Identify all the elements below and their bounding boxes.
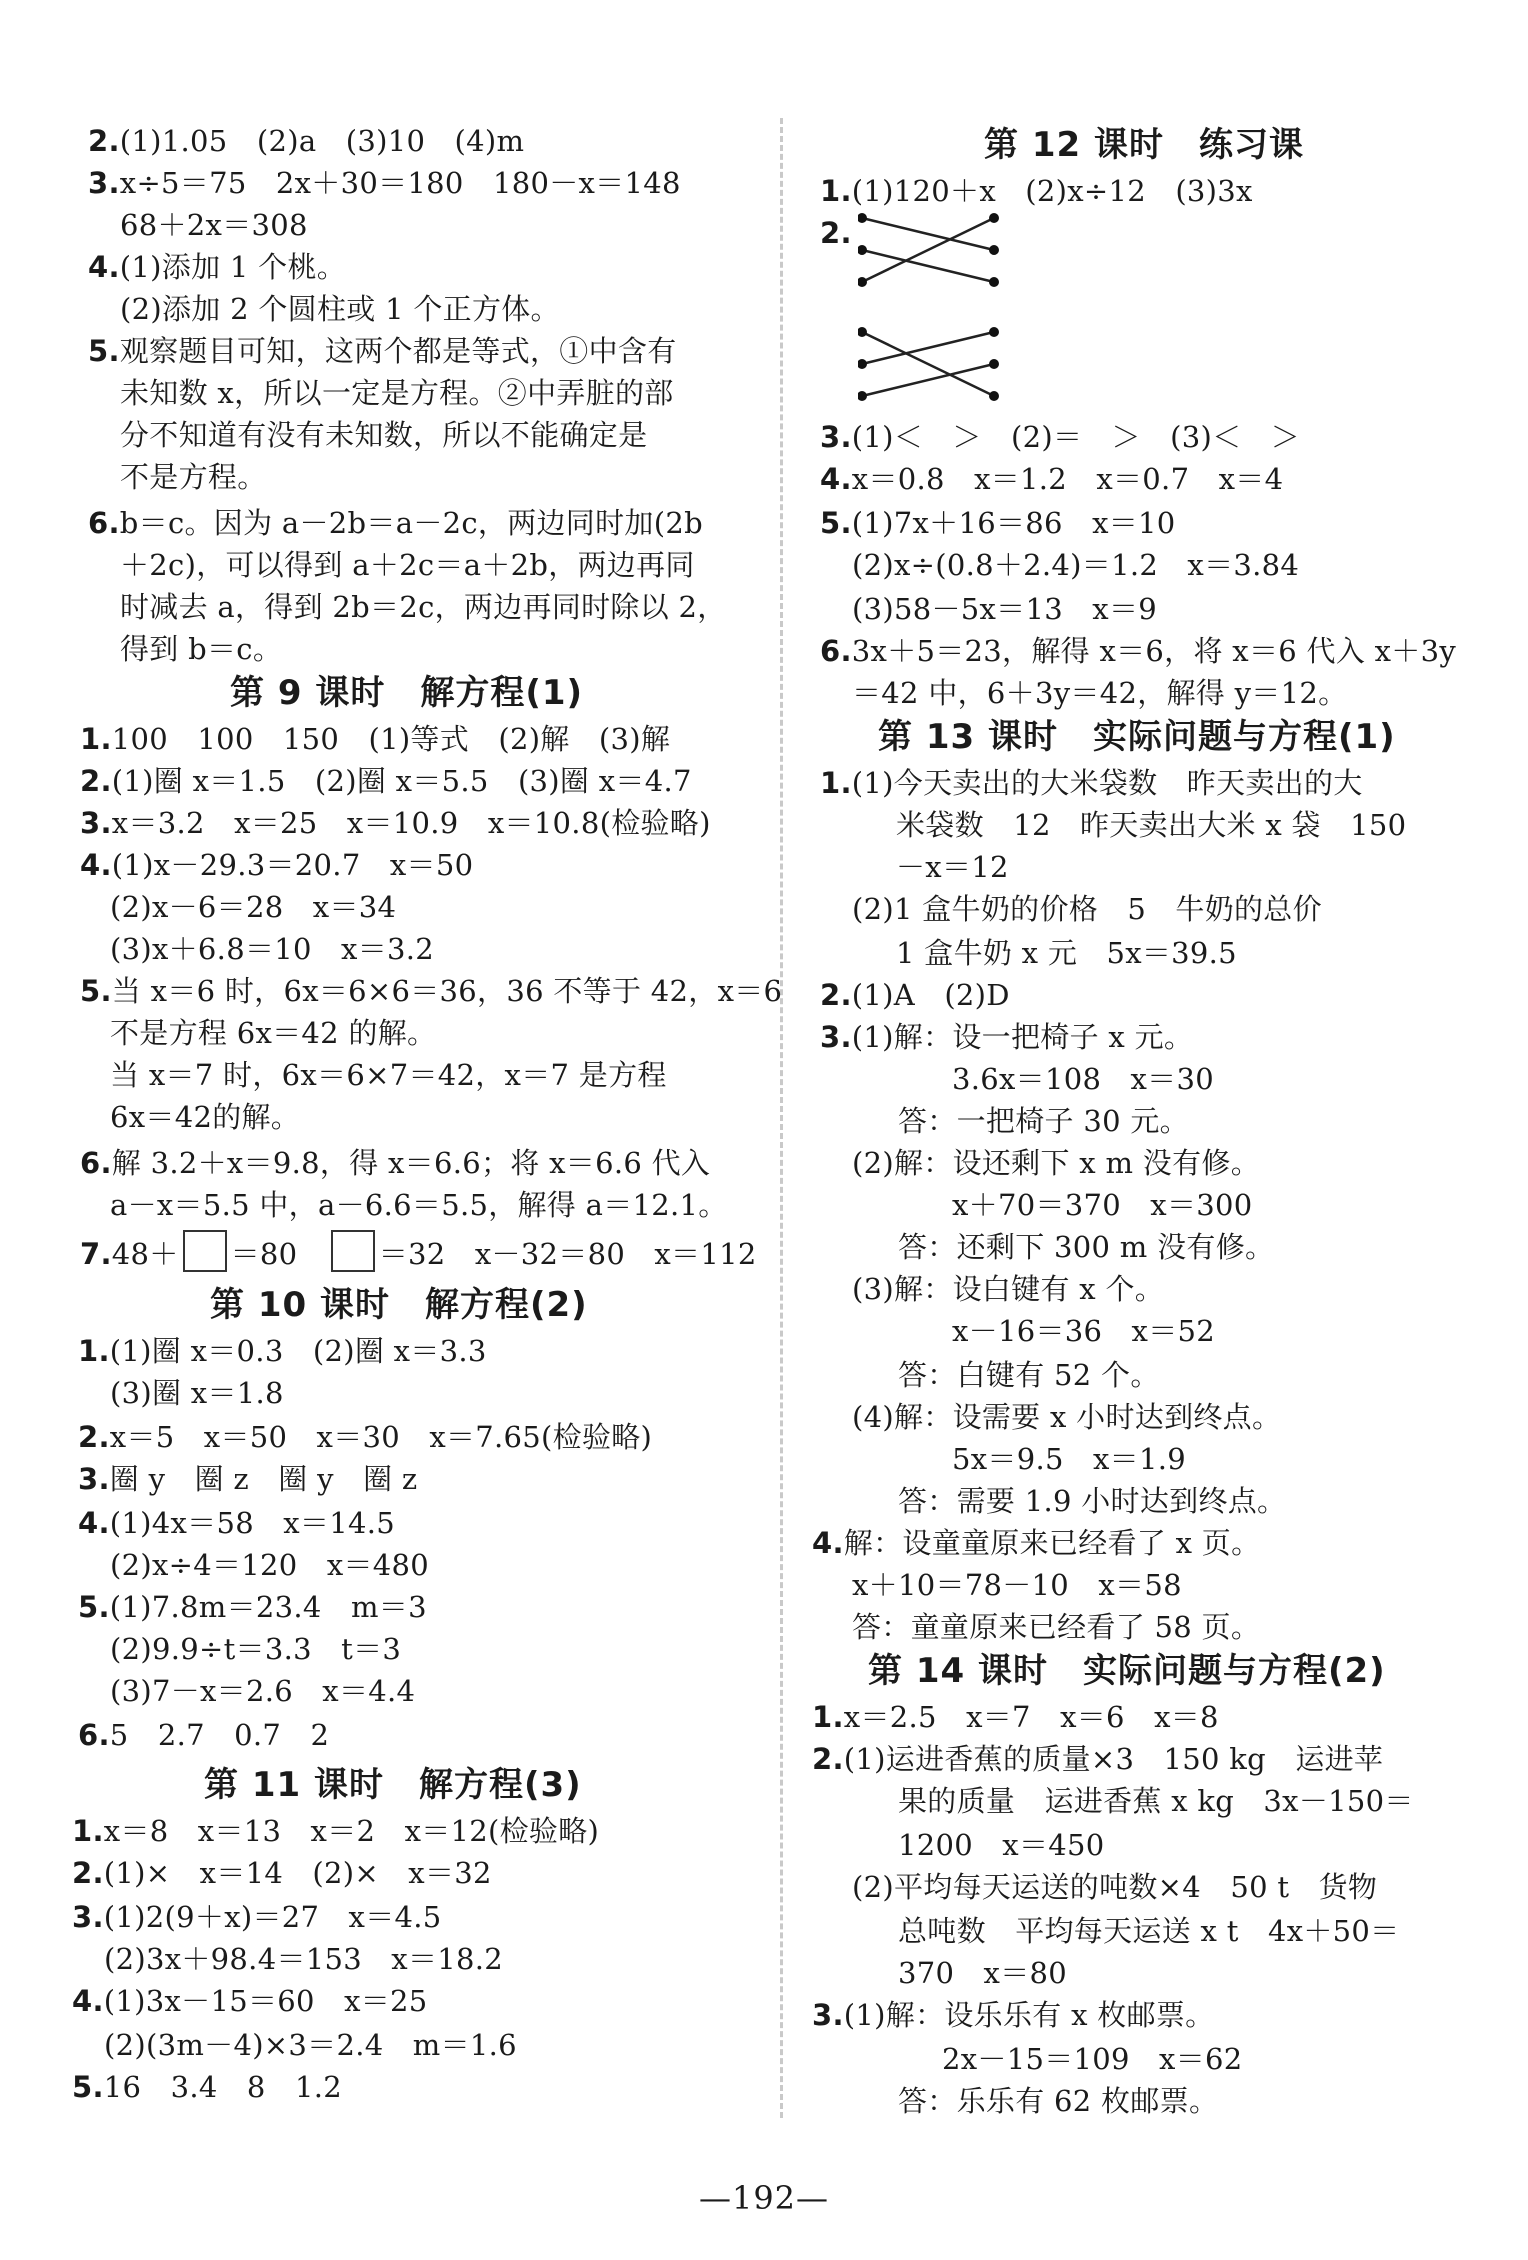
matching-dot bbox=[989, 277, 999, 287]
matching-dot bbox=[989, 245, 999, 255]
matching-dot bbox=[989, 391, 999, 401]
answer-line: 2.(1)× x＝14 (2)× x＝32 bbox=[72, 1856, 492, 1890]
answer-line: 答：还剩下 300 m 没有修。 bbox=[898, 1230, 1275, 1264]
answer-line: 当 x＝7 时，6x＝6×7＝42，x＝7 是方程 bbox=[110, 1058, 667, 1092]
matching-line bbox=[862, 218, 994, 282]
section-heading-lesson-10: 第 10 课时 解方程(2) bbox=[210, 1285, 588, 1325]
matching-dot bbox=[989, 327, 999, 337]
answer-line: (3)x＋6.8＝10 x＝3.2 bbox=[110, 932, 435, 966]
answer-line: 3.圈 y 圈 z 圈 y 圈 z bbox=[78, 1462, 418, 1496]
answer-line: (2)1 盒牛奶的价格 5 牛奶的总价 bbox=[852, 892, 1322, 926]
answer-line: 2.x＝5 x＝50 x＝30 x＝7.65(检验略) bbox=[78, 1420, 653, 1454]
answer-line: (2)解：设还剩下 x m 没有修。 bbox=[852, 1146, 1260, 1180]
answer-line: 3.(1)2(9＋x)＝27 x＝4.5 bbox=[72, 1900, 442, 1934]
answer-line: 1 盒牛奶 x 元 5x＝39.5 bbox=[896, 936, 1237, 970]
section-heading-lesson-9: 第 9 课时 解方程(1) bbox=[230, 673, 584, 713]
answer-line: 2.(1)A (2)D bbox=[820, 978, 1010, 1012]
answer-line: 1.100 100 150 (1)等式 (2)解 (3)解 bbox=[80, 722, 671, 756]
answer-line: ＝42 中，6＋3y＝42，解得 y＝12。 bbox=[852, 676, 1348, 710]
answer-line: 不是方程 6x＝42 的解。 bbox=[110, 1016, 437, 1050]
matching-line bbox=[862, 364, 994, 396]
answer-line: 答：童童原来已经看了 58 页。 bbox=[852, 1610, 1261, 1644]
answer-line: (2)9.9÷t＝3.3 t＝3 bbox=[110, 1632, 402, 1666]
answer-line: 得到 b＝c。 bbox=[120, 632, 283, 666]
answer-line: 答：乐乐有 62 枚邮票。 bbox=[898, 2084, 1219, 2118]
answer-line: (2)x÷(0.8＋2.4)＝1.2 x＝3.84 bbox=[852, 548, 1300, 582]
answer-line: 370 x＝80 bbox=[898, 1956, 1068, 1990]
answer-line: 2.(1)运进香蕉的质量×3 150 kg 运进苹 bbox=[812, 1742, 1384, 1776]
section-heading-lesson-13: 第 13 课时 实际问题与方程(1) bbox=[878, 717, 1396, 757]
matching-dot bbox=[858, 277, 867, 287]
answer-line: 4.(1)x－29.3＝20.7 x＝50 bbox=[80, 848, 474, 882]
answer-line: 答：白键有 52 个。 bbox=[898, 1358, 1160, 1392]
answer-line: (2)x－6＝28 x＝34 bbox=[110, 890, 397, 924]
answer-line: 6.解 3.2＋x＝9.8，得 x＝6.6；将 x＝6.6 代入 bbox=[80, 1146, 711, 1180]
answer-line: 3.6x＝108 x＝30 bbox=[952, 1062, 1214, 1096]
answer-line: 6.3x＋5＝23，解得 x＝6，将 x＝6 代入 x＋3y bbox=[820, 634, 1457, 668]
blank-box bbox=[183, 1230, 227, 1272]
answer-line: 米袋数 12 昨天卖出大米 x 袋 150 bbox=[896, 808, 1407, 842]
answer-line: 1.x＝8 x＝13 x＝2 x＝12(检验略) bbox=[72, 1814, 600, 1848]
page-number: —192— bbox=[698, 2179, 830, 2217]
answer-line: 6.5 2.7 0.7 2 bbox=[78, 1718, 330, 1752]
matching-dot bbox=[858, 213, 867, 223]
matching-group-bottom bbox=[858, 327, 999, 401]
answer-line: 3.x＝3.2 x＝25 x＝10.9 x＝10.8(检验略) bbox=[80, 806, 711, 840]
answer-line: 5x＝9.5 x＝1.9 bbox=[952, 1442, 1186, 1476]
matching-line bbox=[862, 250, 994, 282]
answer-line: 2. bbox=[820, 216, 852, 250]
answer-line: 不是方程。 bbox=[120, 460, 267, 494]
answer-line: －x＝12 bbox=[896, 850, 1009, 884]
answer-line: 7.48＋ ＝80 ＝32 x－32＝80 x＝112 bbox=[80, 1230, 757, 1272]
matching-line bbox=[862, 218, 994, 250]
answer-line: 1.(1)120＋x (2)x÷12 (3)3x bbox=[820, 174, 1253, 208]
answer-line: 4.解：设童童原来已经看了 x 页。 bbox=[812, 1526, 1261, 1560]
section-heading-lesson-14: 第 14 课时 实际问题与方程(2) bbox=[868, 1651, 1386, 1691]
answer-line: 5.(1)7.8m＝23.4 m＝3 bbox=[78, 1590, 427, 1624]
answer-line: (2)x÷4＝120 x＝480 bbox=[110, 1548, 430, 1582]
answer-line: 6.b＝c。因为 a－2b＝a－2c，两边同时加(2b bbox=[88, 506, 703, 540]
answer-line: 3.(1)＜ ＞ (2)＝ ＞ (3)＜ ＞ bbox=[820, 420, 1301, 454]
matching-dot bbox=[858, 359, 867, 369]
answer-line: 5.观察题目可知，这两个都是等式，①中含有 bbox=[88, 334, 677, 368]
matching-line bbox=[862, 332, 994, 364]
answer-line: 6x＝42的解。 bbox=[110, 1100, 301, 1134]
answer-line: 5.当 x＝6 时，6x＝6×6＝36，36 不等于 42，x＝6 bbox=[80, 974, 783, 1008]
matching-dot bbox=[989, 213, 999, 223]
answer-line: 1.x＝2.5 x＝7 x＝6 x＝8 bbox=[812, 1700, 1219, 1734]
answer-line: 总吨数 平均每天运送 x t 4x＋50＝ bbox=[898, 1914, 1400, 1948]
answer-line: (3)解：设白键有 x 个。 bbox=[852, 1272, 1165, 1306]
answer-line: x＋70＝370 x＝300 bbox=[952, 1188, 1253, 1222]
matching-dot bbox=[858, 391, 867, 401]
answer-line: 4.(1)4x＝58 x＝14.5 bbox=[78, 1506, 396, 1540]
blank-box bbox=[331, 1230, 375, 1272]
answer-line: 3.x÷5＝75 2x＋30＝180 180－x＝148 bbox=[88, 166, 681, 200]
answer-line: 4.(1)添加 1 个桃。 bbox=[88, 250, 347, 284]
answer-line: (4)解：设需要 x 小时达到终点。 bbox=[852, 1400, 1282, 1434]
answer-line: 答：需要 1.9 小时达到终点。 bbox=[898, 1484, 1287, 1518]
matching-group-top bbox=[858, 213, 999, 287]
answer-line: 5.16 3.4 8 1.2 bbox=[72, 2070, 342, 2104]
answer-line: (2)3x＋98.4＝153 x＝18.2 bbox=[104, 1942, 504, 1976]
answer-line: (2)添加 2 个圆柱或 1 个正方体。 bbox=[120, 292, 560, 326]
matching-line bbox=[862, 332, 994, 396]
answer-line: x－16＝36 x＝52 bbox=[952, 1314, 1216, 1348]
answer-line: 68＋2x＝308 bbox=[120, 208, 308, 242]
answer-line: 4.(1)3x－15＝60 x＝25 bbox=[72, 1984, 428, 2018]
answer-line: 2.(1)1.05 (2)a (3)10 (4)m bbox=[88, 124, 525, 158]
answer-line: 果的质量 运进香蕉 x kg 3x－150＝ bbox=[898, 1784, 1414, 1818]
answer-line: ＋2c)，可以得到 a＋2c＝a＋2b，两边再同 bbox=[120, 548, 695, 582]
section-heading-lesson-11: 第 11 课时 解方程(3) bbox=[204, 1765, 582, 1805]
answer-line: (2)(3m－4)×3＝2.4 m＝1.6 bbox=[104, 2028, 517, 2062]
answer-line: (2)平均每天运送的吨数×4 50 t 货物 bbox=[852, 1870, 1378, 1904]
answer-line: (3)58－5x＝13 x＝9 bbox=[852, 592, 1157, 626]
answer-line: 时减去 a，得到 2b＝2c，两边再同时除以 2， bbox=[120, 590, 727, 624]
answer-line: 2x－15＝109 x＝62 bbox=[942, 2042, 1243, 2076]
answer-line: 1.(1)圈 x＝0.3 (2)圈 x＝3.3 bbox=[78, 1334, 487, 1368]
answer-line: a－x＝5.5 中，a－6.6＝5.5，解得 a＝12.1。 bbox=[110, 1188, 728, 1222]
answer-line: (3)圈 x＝1.8 bbox=[110, 1376, 284, 1410]
matching-dot bbox=[858, 245, 867, 255]
answer-line: (3)7－x＝2.6 x＝4.4 bbox=[110, 1674, 416, 1708]
answer-line: 未知数 x，所以一定是方程。②中弄脏的部 bbox=[120, 376, 674, 410]
matching-diagram bbox=[858, 208, 1008, 408]
answer-line: 3.(1)解：设乐乐有 x 枚邮票。 bbox=[812, 1998, 1215, 2032]
answer-line: 答：一把椅子 30 元。 bbox=[898, 1104, 1189, 1138]
answer-line: 4.x＝0.8 x＝1.2 x＝0.7 x＝4 bbox=[820, 462, 1284, 496]
answer-line: 3.(1)解：设一把椅子 x 元。 bbox=[820, 1020, 1194, 1054]
answer-line: 1.(1)今天卖出的大米袋数 昨天卖出的大 bbox=[820, 766, 1363, 800]
answer-line: 分不知道有没有未知数，所以不能确定是 bbox=[120, 418, 648, 452]
column-divider bbox=[780, 118, 783, 2118]
section-heading-lesson-12: 第 12 课时 练习课 bbox=[984, 125, 1304, 165]
matching-dot bbox=[989, 359, 999, 369]
answer-line: 5.(1)7x＋16＝86 x＝10 bbox=[820, 506, 1176, 540]
answer-line: 1200 x＝450 bbox=[898, 1828, 1105, 1862]
answer-line: 2.(1)圈 x＝1.5 (2)圈 x＝5.5 (3)圈 x＝4.7 bbox=[80, 764, 692, 798]
answer-line: x＋10＝78－10 x＝58 bbox=[852, 1568, 1182, 1602]
matching-dot bbox=[858, 327, 867, 337]
